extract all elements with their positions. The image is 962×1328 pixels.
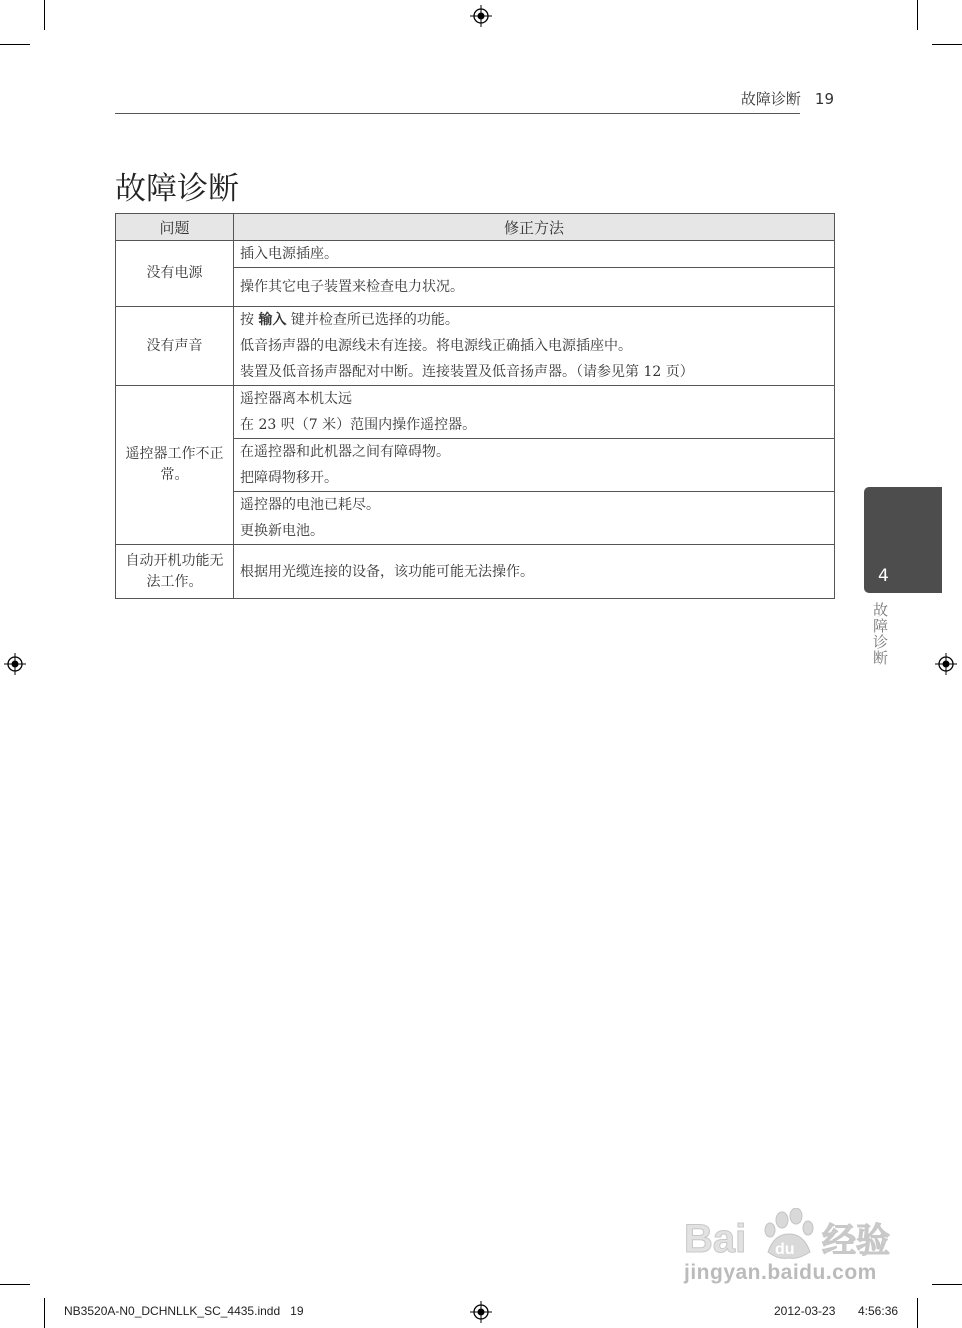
crop-mark	[44, 1298, 45, 1328]
crop-mark	[932, 44, 962, 45]
registration-mark-icon	[470, 1301, 492, 1323]
solution-line: 插入电源插座。	[240, 246, 338, 262]
solution-line: 低音扬声器的电源线未有连接。将电源线正确插入电源插座中。	[240, 338, 632, 354]
registration-mark-icon	[470, 5, 492, 27]
footer-date: 2012-03-23	[774, 1304, 836, 1318]
solution-line: 遥控器离本机太远	[240, 391, 352, 407]
chapter-number: 4	[878, 566, 889, 586]
crop-mark	[0, 44, 30, 45]
footer-filename: NB3520A-N0_DCHNLLK_SC_4435.indd	[64, 1304, 281, 1318]
table-row	[116, 386, 835, 439]
problem-cell: 没有电源	[116, 241, 234, 307]
table-header-row	[116, 214, 835, 241]
crop-mark	[917, 0, 918, 30]
table-row	[116, 307, 835, 386]
footer-time: 4:56:36	[858, 1304, 899, 1318]
problem-cell: 没有声音	[116, 307, 234, 386]
problem-cell: 遥控器工作不正常。	[116, 386, 234, 545]
crop-mark	[917, 1298, 918, 1328]
solution-line: 根据用光缆连接的设备，该功能可能无法操作。	[240, 563, 534, 580]
crop-mark	[932, 1284, 962, 1285]
solution-line: 装置及低音扬声器配对中断。连接装置及低音扬声器。（请参见第 12 页）	[240, 364, 694, 380]
table-row	[116, 545, 835, 599]
solution-text: 键并检查所已选择的功能。	[290, 312, 459, 328]
solution-cell	[234, 439, 835, 492]
solution-cell	[234, 241, 835, 268]
page-title: 故障诊断	[115, 170, 239, 207]
solution-line: 在 23 呎（7 米）范围内操作遥控器。	[240, 417, 477, 433]
solution-cell	[234, 386, 835, 439]
solution-line: 把障碍物移开。	[240, 470, 338, 486]
solution-cell	[234, 268, 835, 307]
table-row	[116, 241, 835, 268]
crop-mark	[0, 1284, 30, 1285]
press-prefix: 按	[240, 312, 254, 328]
footer-file	[64, 1304, 304, 1318]
header-page-number: 19	[814, 90, 834, 108]
header-rule	[115, 113, 800, 114]
column-header-solution: 修正方法	[234, 214, 835, 241]
svg-text:du: du	[775, 1241, 795, 1258]
chapter-tab	[864, 487, 942, 593]
running-header	[741, 88, 834, 109]
problem-cell: 自动开机功能无法工作。	[116, 545, 234, 599]
svg-text:经验: 经验	[822, 1221, 890, 1261]
solution-line: 更换新电池。	[240, 523, 324, 539]
watermark-url: jingyan.baidu.com	[684, 1261, 877, 1284]
footer-page: 19	[290, 1304, 304, 1318]
solution-line: 遥控器的电池已耗尽。	[240, 497, 380, 513]
solution-line: 在遥控器和此机器之间有障碍物。	[240, 444, 450, 460]
solution-line: 操作其它电子装置来检查电力状况。	[240, 279, 464, 295]
solution-cell	[234, 545, 835, 599]
input-button-label: 输入	[258, 312, 287, 328]
column-header-problem: 问题	[116, 214, 234, 241]
solution-cell	[234, 307, 835, 386]
registration-mark-icon	[935, 653, 957, 675]
crop-mark	[44, 0, 45, 30]
solution-cell	[234, 492, 835, 545]
chapter-label: 故障诊断	[871, 602, 889, 666]
header-section: 故障诊断	[740, 90, 801, 108]
svg-text:Bai: Bai	[684, 1217, 747, 1261]
registration-mark-icon	[4, 653, 26, 675]
troubleshooting-table	[115, 213, 835, 599]
solution-line	[240, 307, 828, 333]
